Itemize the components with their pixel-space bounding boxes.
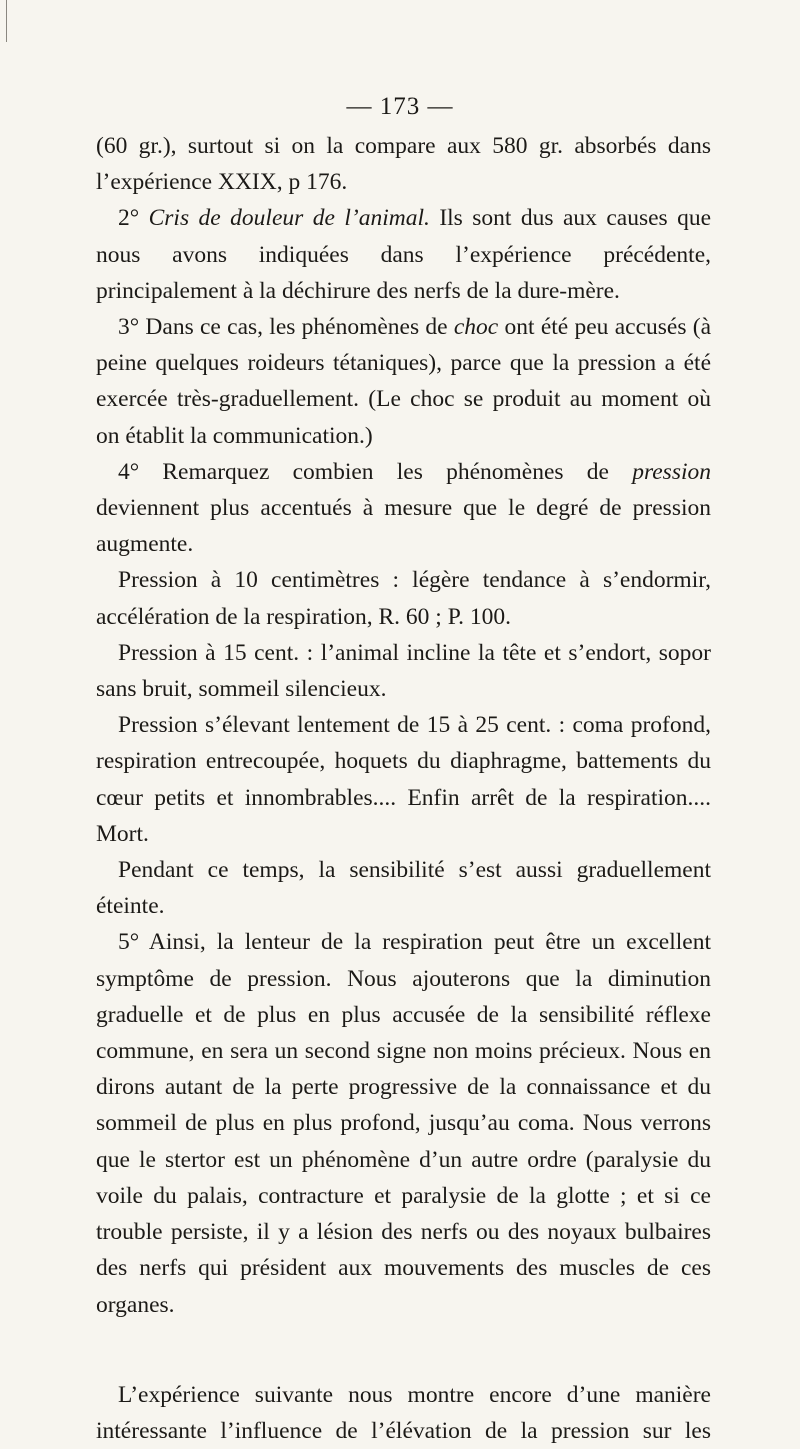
paragraph-6: Pression à 15 cent. : l’animal incline la tête et s’endort, sopor sans bruit, sommeil silencieux. [96, 639, 711, 703]
paragraph-10: L’expérience suivante nous montre encore d’une manière intéressante l’influence de l’élévation de la pression sur les [96, 1381, 711, 1444]
italic-heading: Cris de douleur de l’animal. [148, 205, 430, 232]
italic-term: pression [632, 458, 711, 485]
item-number: 2° [118, 205, 140, 232]
paragraph-9: 5° Ainsi, la lenteur de la respiration peut être un excellent symptôme de pression. Nous ajouterons que la diminution graduelle et de plus en plus accusée de la sensibilité réflexe commune, en sera un second signe non moins précieux. Nous en dirons autant de la perte progressive de la connaissance et du sommeil de plus en plus profond, jusqu’au coma. Nous verrons que le stertor est un phénomène d’un autre ordre (paralysie du voile du palais, contracture et paralysie de la glotte ; et si ce trouble persiste, il y a lésion des nerfs ou des noyaux bulbaires des nerfs qui président aux mouvements des muscles de ces organes. [96, 929, 711, 1318]
page-edge-line [6, 0, 7, 42]
italic-term: choc [453, 314, 499, 341]
paragraph-5: Pression à 10 centimètres : légère tendance à s’endormir, accélération de la respiration, R. 60 ; P. 100. [96, 567, 711, 630]
page-number: — 173 — [346, 93, 454, 120]
paragraph-text: 4° Remarquez combien les phénomènes de [118, 458, 609, 485]
paragraph-text: Ils sont dus aux causes que nous avons indiquées dans l’expérience précédente, principalement à la déchirure des nerfs de la dure-mère. [96, 205, 712, 304]
paragraph-7: Pression s’élevant lentement de 15 à 25 cent. : coma profond, respiration entrecoupée, hoquets du diaphragme, battements du cœur petits et innombrables.... Enfin arrêt de la respiration.... Mort. [96, 712, 711, 847]
paragraph-8: Pendant ce temps, la sensibilité s’est aussi graduellement éteinte. [96, 857, 711, 920]
paragraph-text: ont été peu accusés (à peine quelques roideurs tétaniques), parce que la pression a été exercée très-graduellement. (Le choc se produit au moment où on établit la communication.) [96, 314, 712, 449]
paragraph-3 [96, 309, 711, 454]
paragraph-text: deviennent plus accentués à mesure que le degré de pression augmente. [96, 495, 711, 558]
paragraph-text: 3° Dans ce cas, les phénomènes de [118, 314, 448, 341]
paragraph-2 [96, 200, 711, 309]
body-text [96, 128, 711, 1449]
paragraph-4 [96, 454, 711, 563]
paragraph-1: (60 gr.), surtout si on la compare aux 580 gr. absorbés dans l’expérience XXIX, p 176. [96, 133, 711, 196]
